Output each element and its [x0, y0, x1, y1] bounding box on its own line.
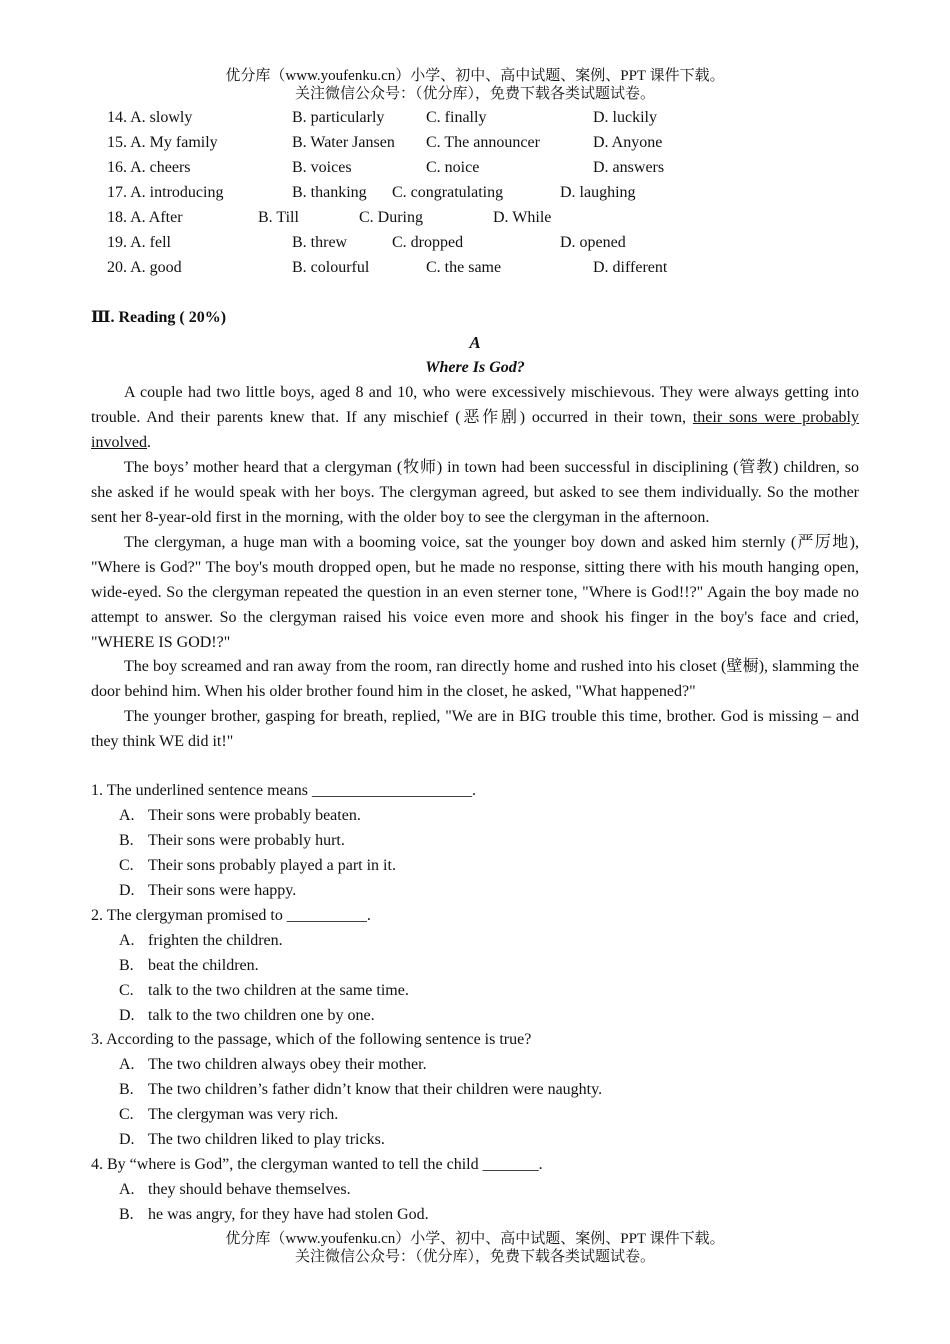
option-letter: C.	[119, 857, 134, 874]
question-2-stem: 2. The clergyman promised to __________.	[91, 907, 371, 924]
option-letter: C.	[119, 982, 134, 999]
section-title: Ⅲ. Reading ( 20%)	[91, 309, 227, 326]
cloze-option-c: C. finally	[426, 109, 487, 126]
question-4-option-b	[119, 1203, 429, 1227]
cloze-option-b: B. Water Jansen	[292, 134, 395, 151]
question-3-stem: 3. According to the passage, which of the following sentence is true?	[91, 1031, 532, 1048]
cloze-option-a: 17. A. introducing	[107, 184, 224, 201]
option-letter: B.	[119, 832, 134, 849]
option-letter: D.	[119, 882, 135, 899]
question-2-option-b	[119, 954, 259, 978]
cloze-option-b: B. thanking	[292, 184, 367, 201]
cloze-option-d: D. laughing	[560, 184, 636, 201]
cloze-option-b: B. Till	[258, 209, 299, 226]
question-3-option-d	[119, 1128, 385, 1152]
option-text: they should behave themselves.	[148, 1181, 351, 1198]
cloze-option-c: C. dropped	[392, 234, 464, 251]
question-4-option-a	[119, 1178, 351, 1202]
page-header-line-2: 关注微信公众号：（优分库），免费下载各类试题试卷。	[294, 86, 655, 102]
question-3-option-b	[119, 1078, 602, 1102]
option-letter: A.	[119, 807, 135, 824]
paragraph-1-text: A couple had two little boys, aged 8 and 10, who were excessively mischievous. They were always getting into trouble. And their parents knew that. If any mischief (恶作剧) occurred in their town,	[91, 384, 859, 426]
cloze-option-b: B. colourful	[292, 259, 370, 276]
option-text: The two children always obey their mother.	[148, 1056, 427, 1073]
cloze-option-d: D. Anyone	[593, 134, 663, 151]
question-1-option-c	[119, 854, 396, 878]
question-3-option-c	[119, 1103, 338, 1127]
option-letter: A.	[119, 1056, 135, 1073]
passage-paragraph-4: The boy screamed and ran away from the room, ran directly home and rushed into his closet (壁橱), slamming the door behind him. When his older brother found him in the closet, he asked, "What happened?"	[91, 658, 859, 700]
cloze-option-c: C. the same	[426, 259, 502, 276]
question-1-option-b	[119, 829, 345, 853]
option-letter: C.	[119, 1106, 134, 1123]
option-text: The two children liked to play tricks.	[148, 1131, 385, 1148]
option-text: talk to the two children at the same time.	[148, 982, 409, 999]
page-header-line-1: 优分库（www.youfenku.cn）小学、初中、高中试题、案例、PPT 课件下载。	[225, 68, 725, 84]
option-text: beat the children.	[148, 957, 259, 974]
cloze-option-d: D. opened	[560, 234, 626, 251]
option-letter: B.	[119, 1081, 134, 1098]
option-letter: A.	[119, 932, 135, 949]
cloze-option-a: 14. A. slowly	[107, 109, 193, 126]
option-letter: D.	[119, 1131, 135, 1148]
passage-part-label: A	[469, 333, 481, 352]
passage-title: Where Is God?	[425, 359, 525, 376]
cloze-option-c: C. noice	[426, 159, 480, 176]
question-4-stem: 4. By “where is God”, the clergyman wanted to tell the child _______.	[91, 1156, 543, 1173]
page-footer-line-2: 关注微信公众号：（优分库），免费下载各类试题试卷。	[294, 1249, 655, 1265]
cloze-option-d: D. answers	[593, 159, 665, 176]
passage-paragraph-2: The boys’ mother heard that a clergyman (牧师) in town had been successful in disciplining (管教) children, so she asked if he would speak with her boys. The clergyman agreed, but asked to see them individually. So the mother sent her 8-year-old first in the morning, with the older boy to see the clergyman in the afternoon.	[91, 459, 859, 526]
paragraph-1-end: .	[147, 434, 151, 451]
option-text: Their sons were probably hurt.	[148, 832, 345, 849]
cloze-option-c: C. During	[359, 209, 423, 226]
cloze-option-a: 20. A. good	[107, 259, 182, 276]
page-footer-line-1: 优分库（www.youfenku.cn）小学、初中、高中试题、案例、PPT 课件下载。	[225, 1231, 725, 1247]
cloze-option-b: B. threw	[292, 234, 348, 251]
option-text: he was angry, for they have had stolen God.	[148, 1206, 429, 1223]
question-1-option-a	[119, 804, 361, 828]
passage-paragraph-5: The younger brother, gasping for breath, replied, "We are in BIG trouble this time, brother. God is missing – and they think WE did it!"	[91, 708, 859, 750]
option-text: frighten the children.	[148, 932, 283, 949]
underlined-sentence: their sons were probably involved	[91, 409, 860, 451]
passage-paragraph-1	[91, 380, 859, 455]
option-text: Their sons were happy.	[148, 882, 297, 899]
option-letter: B.	[119, 1206, 134, 1223]
cloze-option-b: B. voices	[292, 159, 352, 176]
cloze-option-a: 19. A. fell	[107, 234, 171, 251]
option-text: Their sons were probably beaten.	[148, 807, 361, 824]
cloze-option-c: C. congratulating	[392, 184, 504, 201]
question-2-option-c	[119, 979, 409, 1003]
cloze-option-a: 18. A. After	[107, 209, 183, 226]
question-1-stem: 1. The underlined sentence means ____________________.	[91, 782, 476, 799]
cloze-option-d: D. While	[493, 209, 552, 226]
option-text: talk to the two children one by one.	[148, 1007, 375, 1024]
option-letter: B.	[119, 957, 134, 974]
option-text: Their sons probably played a part in it.	[148, 857, 396, 874]
cloze-option-a: 15. A. My family	[107, 134, 218, 151]
option-text: The clergyman was very rich.	[148, 1106, 339, 1123]
cloze-option-b: B. particularly	[292, 109, 385, 126]
question-2-option-d	[119, 1004, 375, 1028]
cloze-option-a: 16. A. cheers	[107, 159, 191, 176]
question-3-option-a	[119, 1053, 427, 1077]
option-text: The two children’s father didn’t know that their children were naughty.	[148, 1081, 603, 1098]
question-2-option-a	[119, 929, 283, 953]
option-letter: D.	[119, 1007, 135, 1024]
cloze-option-c: C. The announcer	[426, 134, 540, 151]
cloze-option-d: D. different	[593, 259, 668, 276]
cloze-option-d: D. luckily	[593, 109, 657, 126]
question-1-option-d	[119, 879, 296, 903]
option-letter: A.	[119, 1181, 135, 1198]
passage-paragraph-3: The clergyman, a huge man with a booming voice, sat the younger boy down and asked him sternly (严厉地), "Where is God?" The boy's mouth dropped open, but he made no response, sitting there with his mouth hanging open, wide-eyed. So the clergyman repeated the question in an even sterner tone, "Where is God!!?" Again the boy made no attempt to answer. So the clergyman raised his voice even more and shook his finger in the boy's face and cried, "WHERE IS GOD!?"	[91, 534, 859, 651]
